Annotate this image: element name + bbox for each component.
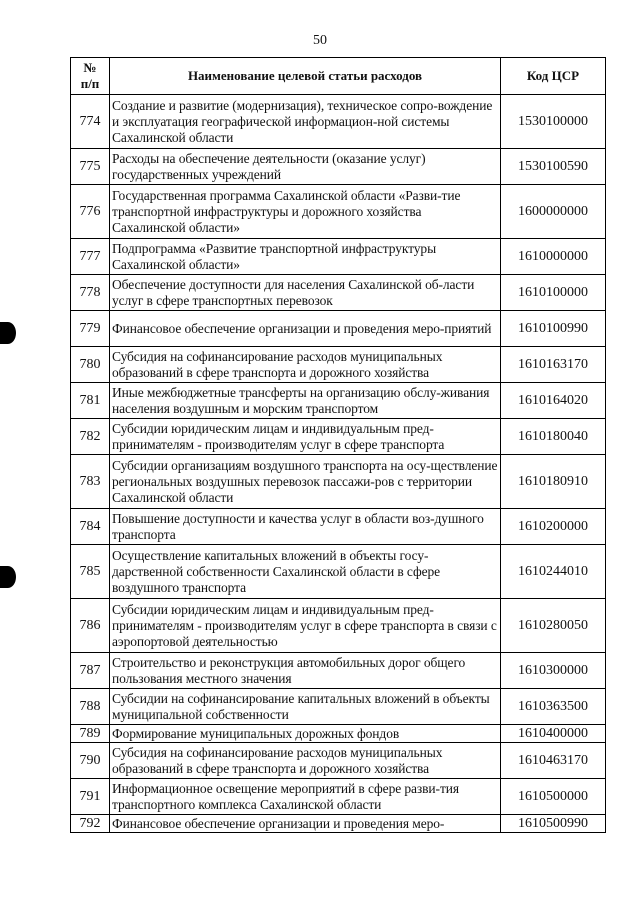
binder-hole-icon (0, 566, 16, 588)
row-code: 1610280050 (501, 599, 606, 653)
row-name: Иные межбюджетные трансферты на организацию обслу-живания населения воздушным и морским транспортом (110, 383, 501, 419)
row-number: 777 (71, 239, 110, 275)
row-name: Субсидии юридическим лицам и индивидуальным пред-принимателям - производителям услуг в сфере транспорта в связи с аэропортовой деятельностью (110, 599, 501, 653)
row-number: 783 (71, 455, 110, 509)
table-row (71, 725, 606, 743)
row-number: 786 (71, 599, 110, 653)
row-code: 1610164020 (501, 383, 606, 419)
table-row (71, 455, 606, 509)
table-row (71, 779, 606, 815)
row-name: Создание и развитие (модернизация), техническое сопро-вождение и эксплуатация географической информацион-ной системы Сахалинской области (110, 95, 501, 149)
row-code: 1530100000 (501, 95, 606, 149)
row-name: Финансовое обеспечение организации и проведения меро-приятий (110, 311, 501, 347)
row-name: Государственная программа Сахалинской области «Разви-тие транспортной инфраструктуры и дорожного хозяйства Сахалинской области» (110, 185, 501, 239)
row-name: Осуществление капитальных вложений в объекты госу-дарственной собственности Сахалинской области в сфере воздушного транспорта (110, 545, 501, 599)
row-code: 1610400000 (501, 725, 606, 743)
table-row (71, 347, 606, 383)
row-name: Строительство и реконструкция автомобильных дорог общего пользования местного значения (110, 653, 501, 689)
row-number: 781 (71, 383, 110, 419)
table-row (71, 545, 606, 599)
row-number: 789 (71, 725, 110, 743)
row-code: 1610163170 (501, 347, 606, 383)
row-number: 785 (71, 545, 110, 599)
row-number: 792 (71, 815, 110, 833)
row-code: 1610100990 (501, 311, 606, 347)
table-row (71, 653, 606, 689)
column-header-code: Код ЦСР (501, 58, 606, 95)
row-code: 1610300000 (501, 653, 606, 689)
table-row (71, 743, 606, 779)
table-row (71, 311, 606, 347)
row-name: Повышение доступности и качества услуг в области воз-душного транспорта (110, 509, 501, 545)
table-row (71, 239, 606, 275)
row-code: 1610463170 (501, 743, 606, 779)
row-name: Финансовое обеспечение организации и проведения меро- (110, 815, 501, 833)
row-number: 787 (71, 653, 110, 689)
row-code: 1610180910 (501, 455, 606, 509)
row-code: 1610180040 (501, 419, 606, 455)
budget-classification-table (70, 57, 606, 833)
binder-hole-icon (0, 322, 16, 344)
table-row (71, 185, 606, 239)
row-name: Субсидия на софинансирование расходов муниципальных образований в сфере транспорта и дорожного хозяйства (110, 347, 501, 383)
row-name: Субсидии юридическим лицам и индивидуальным пред-принимателям - производителям услуг в сфере транспорта (110, 419, 501, 455)
row-name: Субсидии организациям воздушного транспорта на осу-ществление региональных воздушных перевозок пассажи-ров с территории Сахалинской области (110, 455, 501, 509)
row-code: 1610500000 (501, 779, 606, 815)
table-row (71, 599, 606, 653)
row-code: 1610100000 (501, 275, 606, 311)
row-name: Расходы на обеспечение деятельности (оказание услуг) государственных учреждений (110, 149, 501, 185)
column-header-number: № п/п (71, 58, 110, 95)
table-row (71, 815, 606, 833)
row-code: 1600000000 (501, 185, 606, 239)
row-number: 790 (71, 743, 110, 779)
row-code: 1610200000 (501, 509, 606, 545)
page-number: 50 (313, 33, 327, 48)
row-number: 784 (71, 509, 110, 545)
row-number: 774 (71, 95, 110, 149)
row-code: 1610244010 (501, 545, 606, 599)
table-row (71, 95, 606, 149)
row-code: 1530100590 (501, 149, 606, 185)
row-name: Подпрограмма «Развитие транспортной инфраструктуры Сахалинской области» (110, 239, 501, 275)
row-name: Формирование муниципальных дорожных фондов (110, 725, 501, 743)
row-code: 1610000000 (501, 239, 606, 275)
row-number: 778 (71, 275, 110, 311)
table-header-row (71, 58, 606, 95)
row-name: Субсидии на софинансирование капитальных вложений в объекты муниципальной собственности (110, 689, 501, 725)
row-number: 779 (71, 311, 110, 347)
row-name: Субсидия на софинансирование расходов муниципальных образований в сфере транспорта и дорожного хозяйства (110, 743, 501, 779)
table-row (71, 419, 606, 455)
row-number: 791 (71, 779, 110, 815)
row-name: Обеспечение доступности для населения Сахалинской об-ласти услуг в сфере транспортных перевозок (110, 275, 501, 311)
row-number: 780 (71, 347, 110, 383)
row-name: Информационное освещение мероприятий в сфере разви-тия транспортного комплекса Сахалинской области (110, 779, 501, 815)
table-row (71, 689, 606, 725)
row-number: 782 (71, 419, 110, 455)
table-row (71, 383, 606, 419)
row-code: 1610363500 (501, 689, 606, 725)
table-row (71, 509, 606, 545)
column-header-name: Наименование целевой статьи расходов (110, 58, 501, 95)
row-number: 776 (71, 185, 110, 239)
row-code: 1610500990 (501, 815, 606, 833)
row-number: 788 (71, 689, 110, 725)
table-row (71, 275, 606, 311)
table-row (71, 149, 606, 185)
row-number: 775 (71, 149, 110, 185)
